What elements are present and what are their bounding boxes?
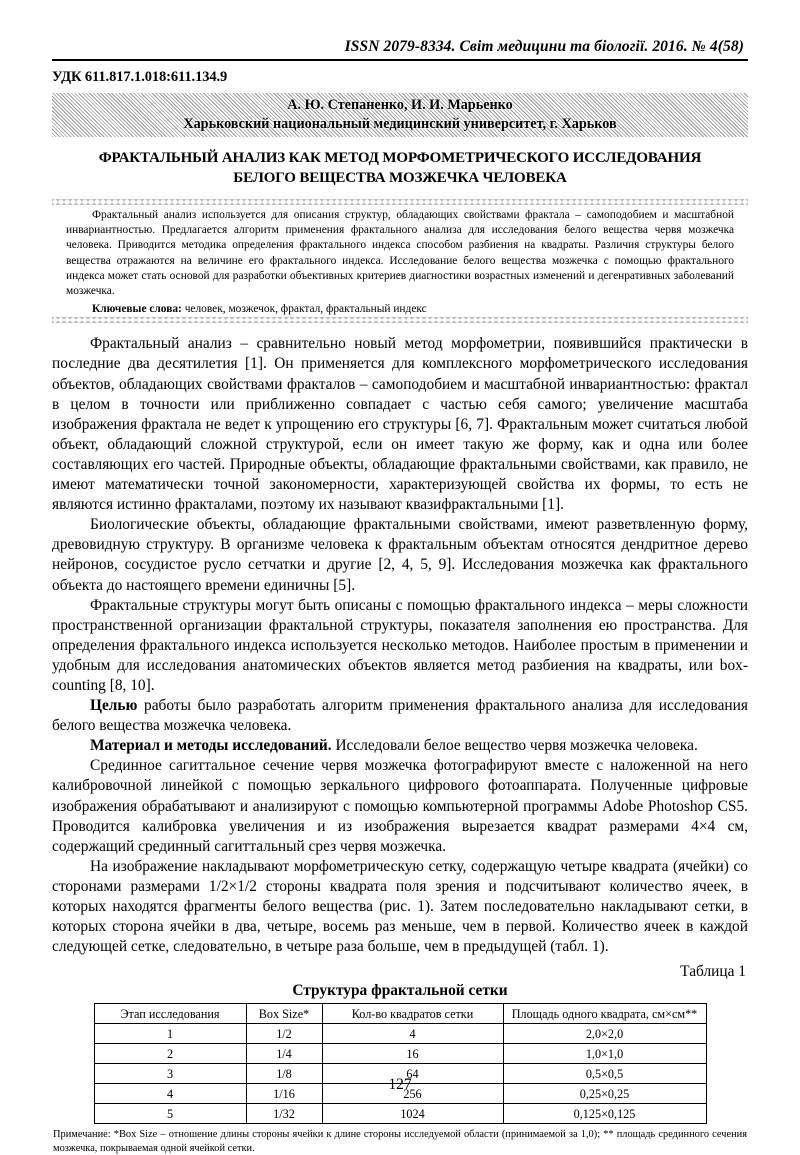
body-paragraph-2: Биологические объекты, обладающие фрактальными свойствами, имеют разветвленную форму, древовидную структуру. В организме человека к фрактальным объектам относятся дендритное дерево нейронов, сосудистое русло сетчатки и другие [2, 4, 5, 9]. Исследования мозжечка как фрактального объекта до настоящего времени единичны [5].: [52, 516, 748, 594]
table-cell: 64: [322, 1064, 503, 1084]
table-caption: Структура фрактальной сетки: [292, 982, 508, 1000]
table-cell: 1/8: [246, 1064, 322, 1084]
table-cell: 1/16: [246, 1084, 322, 1104]
table-cell: 1024: [322, 1104, 503, 1124]
table-header-cell: Этап исследования: [94, 1004, 246, 1024]
table-cell: 2,0×2,0: [503, 1024, 706, 1044]
table-row: [94, 1044, 706, 1064]
table-cell: 1,0×1,0: [503, 1044, 706, 1064]
table-cell: 16: [322, 1044, 503, 1064]
zigzag-divider-top: [52, 199, 748, 205]
table-row: [94, 1104, 706, 1124]
abstract-section: [52, 199, 748, 324]
abstract-text: Фрактальный анализ используется для описания структур, обладающих свойствами фрактала – самоподобием и масштабной инвариантностью. Предлагается алгоритм применения фрактального анализа для исследования белого вещества червя мозжечка человека. Приводится методика определения фрактального индекса способом разбиения на квадраты. Различия структуры белого вещества отражаются на величине его фрактального индекса. Исследование белого вещества мозжечка с помощью фрактального индекса может стать основой для разработки объективных критериев диагностики возрастных изменений и дегенративных заболеваний мозжечка.: [66, 208, 734, 297]
header-rule: [52, 59, 748, 61]
methods-text: Исследовали белое вещество червя мозжечка человека.: [331, 737, 698, 755]
table-cell: 1/4: [246, 1044, 322, 1064]
body-paragraph-3: Фрактальные структуры могут быть описаны с помощью фрактального индекса – меры сложности пространственной организации фрактальной структуры, показателя заполнения ею пространства. Для определения фрактального индекса используется несколько методов. Наиболее простым в применении и удобным для исследования анатомических объектов является метод разбиения на квадраты, или box-counting [8, 10].: [52, 596, 748, 694]
table-cell: 4: [322, 1024, 503, 1044]
table-row: [94, 1024, 706, 1044]
body-paragraph-1: Фрактальный анализ – сравнительно новый метод морфометрии, появившийся практически в последние два десятилетия [1]. Он применяется для комплексного морфометрического исследования объектов, обладающих свойствами фракталов – самоподобием и масштабной инвариантностью: фрактал в целом в точности или приближенно совпадает с частью себя самого; увеличение масштаба изображения фрактала не ведет к упрощению его структуры [6, 7]. Фрактальным может считаться любой объект, обладающий сложной структурой, если он имеет такую же форму, как и одна или более составляющих его частей. Природные объекты, обладающие фрактальными свойствами, как правило, не имеют математически точной закономерности, характеризующей свойства их формы, то есть не являются истинно фракталами, поэтому их называют квазифрактальными [1].: [52, 335, 748, 514]
page-number: 127: [388, 1076, 412, 1093]
table-cell: 5: [94, 1104, 246, 1124]
body-paragraph-4: [52, 696, 748, 736]
table-header-row: [94, 1004, 706, 1024]
page-title: [52, 149, 748, 187]
body-paragraph-5: [52, 736, 748, 756]
table-cell: 0,5×0,5: [503, 1064, 706, 1084]
table-number: Таблица 1: [680, 963, 746, 981]
table-cell: 1/32: [246, 1104, 322, 1124]
table-header-cell: Box Size*: [246, 1004, 322, 1024]
aim-label: Целью: [90, 697, 138, 715]
table-cell: 0,125×0,125: [503, 1104, 706, 1124]
table-header-cell: Площадь одного квадрата, см×см**: [503, 1004, 706, 1024]
article-body: [52, 334, 748, 957]
udk-code: УДК 611.817.1.018:611.134.9: [52, 69, 228, 85]
table-cell: 3: [94, 1064, 246, 1084]
author-affiliation: Харьковский национальный медицинский университет, г. Харьков: [183, 115, 617, 132]
keywords-line: [52, 302, 748, 317]
methods-label: Материал и методы исследований.: [90, 737, 332, 755]
aim-text: работы было разработать алгоритм применения фрактального анализа для исследования белого вещества мозжечка человека.: [52, 697, 748, 735]
author-names: А. Ю. Степаненко, И. И. Марьенко: [287, 97, 513, 113]
body-paragraph-7: На изображение накладывают морфометрическую сетку, содержащую четыре квадрата (ячейки) со сторонами размерами 1/2×1/2 стороны квадрата поля зрения и подсчитывают количество ячеек, в которых находятся фрагменты белого вещества (рис. 1). Затем последовательно накладывают сетки, в которых сторона ячейки в два, четыре, восемь раз меньше, чем в первой. Количество ячеек в каждой следующей сетке, следовательно, в четыре раза больше, чем в предыдущей (табл. 1).: [52, 857, 748, 956]
title-line-1: ФРАКТАЛЬНЫЙ АНАЛИЗ КАК МЕТОД МОРФОМЕТРИЧЕСКОГО ИССЛЕДОВАНИЯ: [98, 150, 702, 167]
authors-block: [52, 93, 748, 137]
body-paragraph-6: Срединное сагиттальное сечение червя мозжечка фотографируют вместе с наложенной на него калибровочной линейкой с помощью зеркального цифрового фотоаппарата. Полученные цифровые изображения обрабатывают и анализируют с помощью компьютерной программы Adobe Photoshop CS5. Проводится калибровка увеличения и из изображения вырезается квадрат размерами 4×4 см, содержащий срединный сагиттальный срез червя мозжечка.: [52, 757, 748, 855]
table-cell: 2: [94, 1044, 246, 1064]
running-head: ISSN 2079-8334. Світ медицини та біології. 2016. № 4(58): [344, 38, 744, 55]
table-header-cell: Кол-во квадратов сетки: [322, 1004, 503, 1024]
title-line-2: БЕЛОГО ВЕЩЕСТВА МОЗЖЕЧКА ЧЕЛОВЕКА: [233, 169, 567, 186]
keywords-label: Ключевые слова:: [92, 303, 182, 316]
table-cell: 0,25×0,25: [503, 1084, 706, 1104]
table-cell: 1: [94, 1024, 246, 1044]
table-cell: 1/2: [246, 1024, 322, 1044]
fractal-grid-table: [94, 1003, 707, 1124]
zigzag-divider-bottom: [52, 317, 748, 323]
table-cell: 4: [94, 1084, 246, 1104]
table-cell: 256: [322, 1084, 503, 1104]
table-note: Примечание: *Box Size – отношение длины стороны ячейки к длине стороны исследуемой области (принимаемой за 1,0); ** площадь срединного сечения мозжечка, покрываемая одной ячейкой сетки.: [53, 1129, 747, 1154]
keywords-value: человек, мозжечок, фрактал, фрактальный индекс: [181, 303, 427, 316]
